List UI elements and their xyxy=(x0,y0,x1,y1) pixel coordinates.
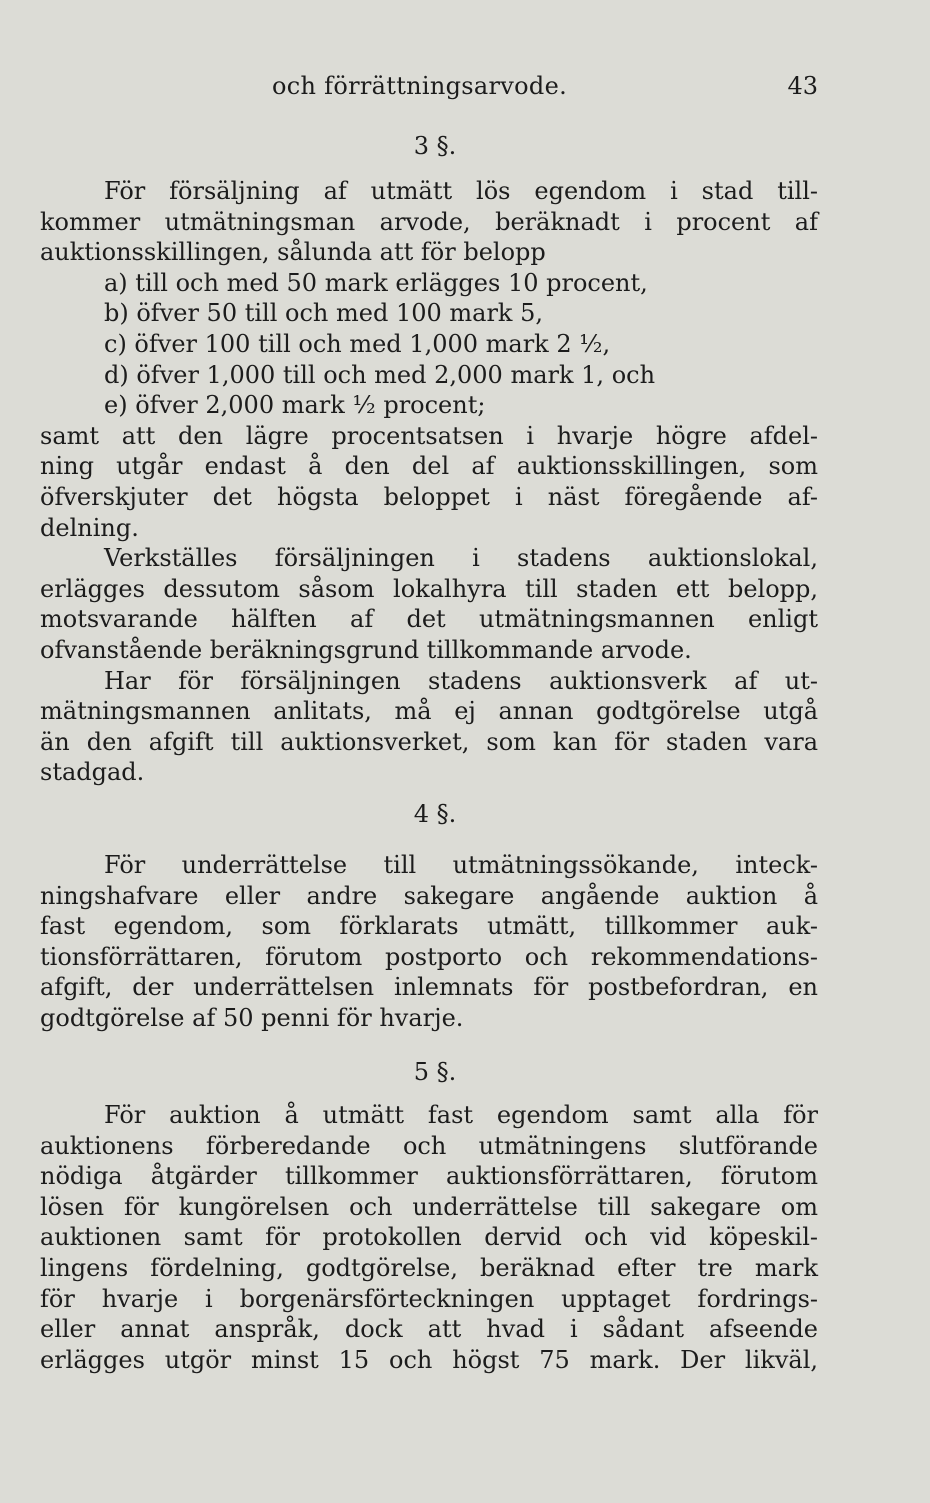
list-item-c: c) öfver 100 till och med 1,000 mark 2 ½, xyxy=(104,329,611,358)
paragraph-line: kommer utmätningsman arvode, beräknadt i procent af xyxy=(40,207,818,236)
page-number: 43 xyxy=(787,72,818,100)
paragraph-line: nödiga åtgärder tillkommer auktionsförrättaren, förutom xyxy=(40,1162,818,1191)
list-item-a: a) till och med 50 mark erlägges 10 procent, xyxy=(104,268,648,297)
list-item-e: e) öfver 2,000 mark ½ procent; xyxy=(104,391,486,420)
paragraph-line: Har för försäljningen stadens auktionsverk af ut- xyxy=(104,666,818,695)
paragraph-line: För försäljning af utmätt lös egendom i stad till- xyxy=(104,177,818,205)
paragraph-line: motsvarande hälften af det utmätningsmannen enligt xyxy=(40,605,818,634)
section-5-heading: 5 §. xyxy=(413,1058,457,1086)
page-header xyxy=(40,72,818,106)
paragraph-line: För auktion å utmätt fast egendom samt alla för xyxy=(104,1101,818,1129)
section-5-text xyxy=(40,1100,818,1375)
paragraph-line: afgift, der underrättelsen inlemnats för postbefordran, en xyxy=(40,973,818,1002)
paragraph-line: lösen för kungörelsen och underrättelse till sakegare om xyxy=(40,1192,818,1221)
section-4-heading: 4 §. xyxy=(413,800,457,828)
paragraph-line: Verkställes försäljningen i stadens auktionslokal, xyxy=(104,544,818,573)
paragraph-line: auktionen samt för protokollen dervid och vid köpeskil- xyxy=(40,1223,818,1252)
paragraph-line: mätningsmannen anlitats, må ej annan godtgörelse utgå xyxy=(40,697,818,726)
paragraph-line: stadgad. xyxy=(40,758,145,787)
paragraph-line: ningshafvare eller andre sakegare angående auktion å xyxy=(40,881,818,910)
paragraph-line: öfverskjuter det högsta beloppet i näst föregående af- xyxy=(40,482,818,511)
paragraph-line: samt att den lägre procentsatsen i hvarje högre afdel- xyxy=(40,421,818,450)
paragraph-line: lingens fördelning, godtgörelse, beräknad efter tre mark xyxy=(40,1253,818,1282)
paragraph-line: delning. xyxy=(40,513,139,542)
paragraph-line: erlägges dessutom såsom lokalhyra till staden ett belopp, xyxy=(40,574,818,603)
paragraph-line: eller annat anspråk, dock att hvad i sådant afseende xyxy=(40,1315,818,1344)
list-item-d: d) öfver 1,000 till och med 2,000 mark 1, och xyxy=(104,360,656,389)
section-3-heading: 3 §. xyxy=(413,132,457,160)
list-item-b: b) öfver 50 till och med 100 mark 5, xyxy=(104,299,543,328)
paragraph-line: godtgörelse af 50 penni för hvarje. xyxy=(40,1003,464,1032)
paragraph-line: fast egendom, som förklarats utmätt, tillkommer auk- xyxy=(40,912,818,941)
paragraph-line: erlägges utgör minst 15 och högst 75 mark. Der likväl, xyxy=(40,1345,818,1374)
paragraph-line: auktionsskillingen, sålunda att för belopp xyxy=(40,238,546,267)
section-4-text xyxy=(40,850,818,1034)
paragraph-line: för hvarje i borgenärsförteckningen upptaget fordrings- xyxy=(40,1284,818,1313)
paragraph-line: ofvanstående beräkningsgrund tillkommande arvode. xyxy=(40,635,692,664)
paragraph-line: auktionens förberedande och utmätningens slutförande xyxy=(40,1131,818,1160)
paragraph-line: än den afgift till auktionsverket, som kan för staden vara xyxy=(40,727,818,756)
section-3-text xyxy=(40,176,818,788)
paragraph-line: tionsförrättaren, förutom postporto och rekommendations- xyxy=(40,942,818,971)
paragraph-line: ning utgår endast å den del af auktionsskillingen, som xyxy=(40,452,818,481)
running-title: och förrättningsarvode. xyxy=(272,72,568,100)
paragraph-line: För underrättelse till utmätningssökande, inteck- xyxy=(104,851,818,879)
